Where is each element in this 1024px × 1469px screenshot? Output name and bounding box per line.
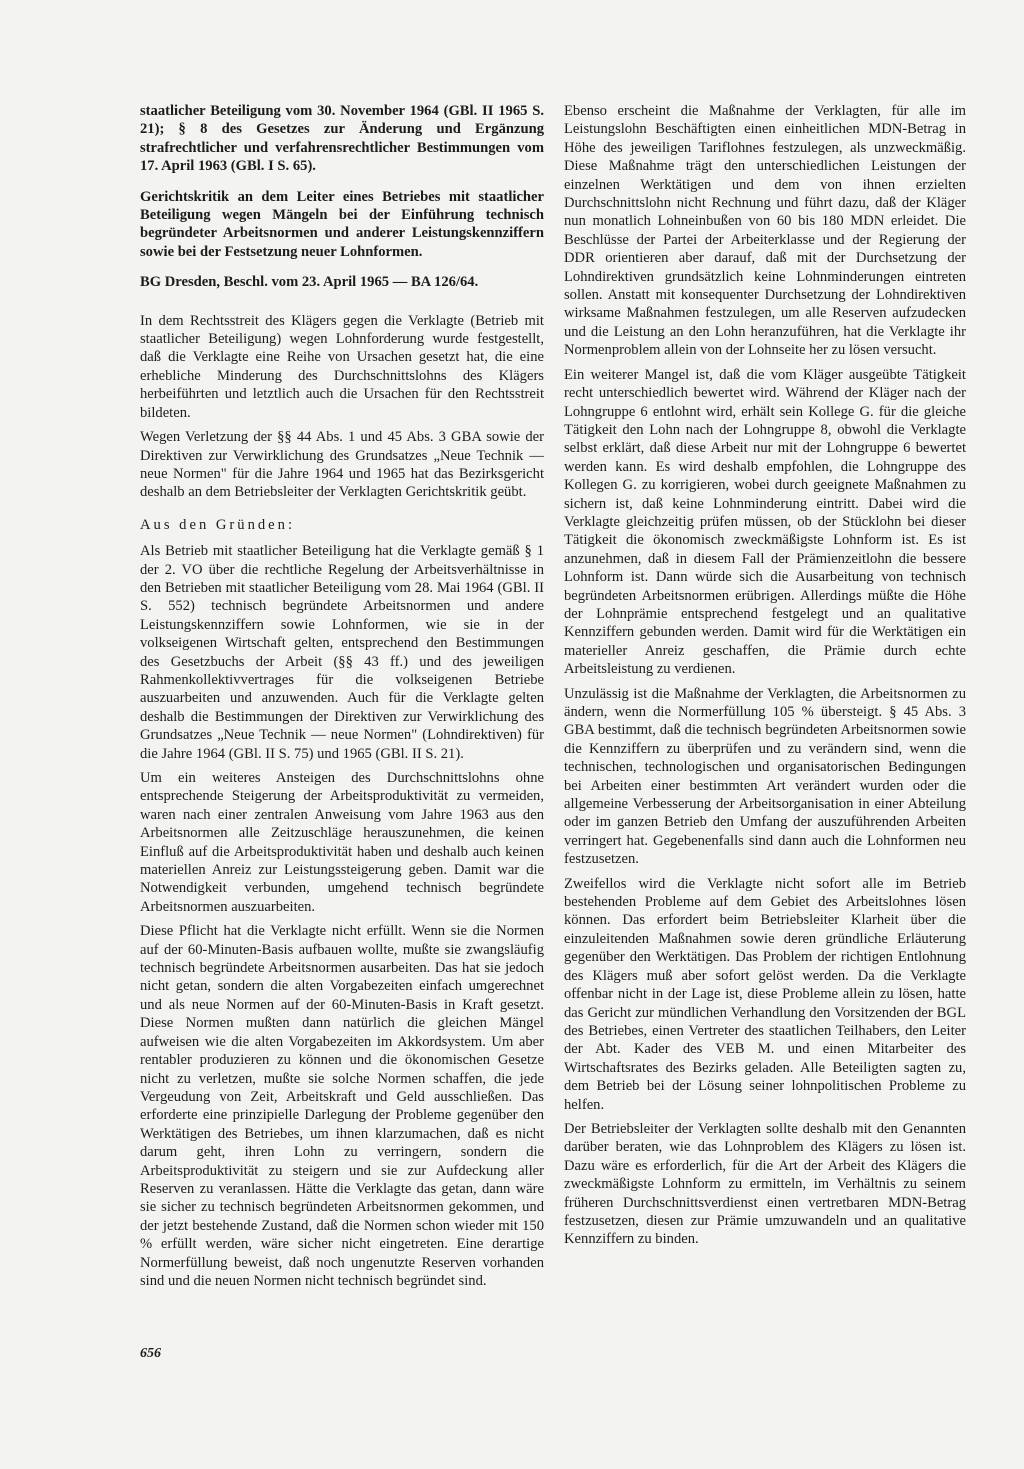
court-reference: BG Dresden, Beschl. vom 23. April 1965 — BA 126/64. xyxy=(140,274,479,291)
body-paragraph: Der Betriebsleiter der Verklagten sollte deshalb mit den Genannten darüber beraten, wie das Lohnproblem des Klägers zu lösen ist. Dazu wäre es erforderlich, für die Art der Arbeit des Klägers die zweckmäßigste Lohnform zu ermitteln, im Verhältnis zu seinem früheren Durchschnittsverdienst einen vertretbaren MDN-Betrag festzusetzen, diesen zur Prämie umzuwandeln und an qualitative Kennziffern zu binden. xyxy=(564,1120,966,1248)
left-column xyxy=(140,102,544,1296)
body-paragraph: Unzulässig ist die Maßnahme der Verklagten, die Arbeitsnormen zu ändern, wenn die Normerfüllung 105 % übersteigt. § 45 Abs. 3 GBA bestimmt, daß die technisch begründeten Arbeitsnormen sowie die Kennziffern zu überprüfen und zu verändern sind, wenn die technischen, technologischen und organisatorischen Bedingungen bei Arbeiten einer bestimmten Art verändert wurden oder die allgemeine Verbesserung der Arbeitsorganisation in einer Abteilung oder im ganzen Betrieb den Umfang der auszuführenden Arbeiten verringert hat. Gegebenenfalls sind dann auch die Lohnformen neu festzusetzen. xyxy=(564,685,966,868)
body-paragraph: Ein weiterer Mangel ist, daß die vom Kläger ausgeübte Tätigkeit recht unterschiedlich bewertet wird. Während der Kläger nach der Lohngruppe 6 entlohnt wird, erhält sein Kollege G. für die gleiche Tätigkeit den Lohn nach der Lohngruppe 8, obwohl die Verklagte selbst erklärt, daß diese Arbeit nur mit der Lohngruppe 6 bewertet werden kann. Es wird deshalb empfohlen, die Lohngruppe des Kollegen G. zu korrigieren, wobei durch geeignete Maßnahmen zu sichern ist, daß keine Lohnminderung eintritt. Dabei wird die Verklagte gleichzeitig prüfen müssen, ob der Stücklohn bei dieser Tätigkeit die ökonomisch zweckmäßigste Lohnform ist. Es ist anzunehmen, daß in diesem Fall der Prämienzeitlohn die bessere Lohnform ist. Dann würde sich die Ausarbeitung von technisch begründeten Arbeitsnormen erübrigen. Allerdings müßte die Höhe der Lohnprämie entsprechend festgelegt und an qualitative Kennziffern gebunden werden. Damit wird für die Werktätigen ein materieller Anreiz geschaffen, die Prämie durch echte Arbeitsleistung zu verdienen. xyxy=(564,366,966,678)
intro-paragraph: In dem Rechtsstreit des Klägers gegen die Verklagte (Betrieb mit staatlicher Beteiligung) wegen Lohnforderung wurde festgestellt, daß die Verklagte eine Reihe von Ursachen gesetzt hat, die eine erhebliche Minderung des Durchschnittslohns des Klägers herbeiführten und letztlich auch die Ursachen für den Rechtsstreit bildeten. xyxy=(140,312,544,421)
section-heading: Aus den Gründen: xyxy=(140,516,296,533)
body-paragraph: Ebenso erscheint die Maßnahme der Verklagten, für alle im Leistungslohn Beschäftigten einen einheitlichen MDN-Betrag in Höhe des jeweiligen Tariflohnes festzulegen, als unzweckmäßig. Diese Maßnahme trägt den unterschiedlichen Leistungen der einzelnen Werktätigen und dem von ihnen erzielten Durchschnittslohn nicht Rechnung und führt dazu, daß der Kläger nun monatlich Lohneinbußen von 60 bis 180 MDN erleidet. Die Beschlüsse der Partei der Arbeiterklasse und der Regierung der DDR orientieren aber darauf, daß mit der Durchsetzung der Lohndirektiven grundsätzlich keine Lohnminderungen eintreten sollen. Anstatt mit konsequenter Durchsetzung der Lohndirektiven wirksame Maßnahmen festzulegen, um alle Reserven aufzudecken und die Leistung an den Lohn heranzuführen, hat die Verklagte ihr Normenproblem allein von der Lohnseite her zu lösen versucht. xyxy=(564,103,966,359)
body-paragraph: Als Betrieb mit staatlicher Beteiligung hat die Verklagte gemäß § 1 der 2. VO über die rechtliche Regelung der Arbeitsverhältnisse in den Betrieben mit staatlicher Beteiligung vom 28. Mai 1964 (GBl. II S. 552) technisch begründete Arbeitsnormen und andere Leistungskennziffern sowie Lohnformen, wie sie in der volkseigenen Wirtschaft gelten, entsprechend den Bestimmungen des Gesetzbuchs der Arbeit (§§ 43 ff.) und des jeweiligen Rahmenkollektivvertrages für die volkseigenen Betriebe auszuarbeiten und anzuwenden. Auch für die Verklagte gelten deshalb die Bestimmungen der Direktiven zur Verwirklichung des Grundsatzes „Neue Technik — neue Normen" (Lohndirektiven) für die Jahre 1964 (GBl. II S. 75) und 1965 (GBl. II S. 21). xyxy=(140,543,544,762)
legal-citation: staatlicher Beteiligung vom 30. November 1964 (GBl. II 1965 S. 21); § 8 des Gesetzes zur Änderung und Ergänzung strafrechtlicher und verfahrensrechtlicher Bestimmungen vom 17. April 1963 (GBl. I S. 65). xyxy=(140,103,544,175)
headnote: Gerichtskritik an dem Leiter eines Betriebes mit staatlicher Beteiligung wegen Mängeln bei der Einführung technisch begründeter Arbeitsnormen und anderer Leistungskennziffern sowie bei der Festsetzung neuer Lohnformen. xyxy=(140,188,544,260)
body-paragraph: Um ein weiteres Ansteigen des Durchschnittslohns ohne entsprechende Steigerung der Arbeitsproduktivität zu vermeiden, waren nach einer zentralen Anweisung vom Jahre 1963 aus den Arbeitsnormen alle Zeitzuschläge herauszunehmen, die keinen Einfluß auf die Arbeitsproduktivität haben und deshalb auch keinen materiellen Anreiz zur Leistungssteigerung geben. Damit war die Notwendigkeit verbunden, umgehend technisch begründete Arbeitsnormen auszuarbeiten. xyxy=(140,770,544,915)
page-number: 656 xyxy=(140,1346,161,1361)
intro-paragraph: Wegen Verletzung der §§ 44 Abs. 1 und 45 Abs. 3 GBA sowie der Direktiven zur Verwirklichung des Grundsatzes „Neue Technik — neue Normen" für die Jahre 1964 und 1965 hat das Bezirksgericht deshalb an dem Betriebsleiter der Verklagten Gerichtskritik geübt. xyxy=(140,429,544,501)
body-paragraph: Diese Pflicht hat die Verklagte nicht erfüllt. Wenn sie die Normen auf der 60-Minuten-Basis aufbauen wollte, mußte sie zwangsläufig technisch begründete Arbeitsnormen ausarbeiten. Das hat sie jedoch nicht getan, sondern die alten Vorgabezeiten einfach umgerechnet und als neue Normen auf der 60-Minuten-Basis in Kraft gesetzt. Diese Normen mußten dann natürlich die gleichen Mängel aufweisen wie die alten Vorgabezeiten im Akkordsystem. Um aber rentabler produzieren zu können und die ökonomischen Gesetze nicht zu verletzen, mußte sie solche Normen schaffen, die jede Vergeudung von Zeit, Arbeitskraft und Geld ausschließen. Das erforderte eine prinzipielle Darlegung der Probleme gegenüber den Werktätigen des Betriebes, um ihnen klarzumachen, daß es nicht darum geht, ihren Lohn zu verringern, sondern die Arbeitsproduktivität zu steigern und sie zur Aufdeckung aller Reserven zu veranlassen. Hätte die Verklagte das getan, dann wäre sie sicher zu technisch begründeten Arbeitsnormen gekommen, und der jetzt bestehende Zustand, daß die Normen schon wieder mit 150 % erfüllt werden, wäre sicher nicht eingetreten. Eine derartige Normerfüllung beweist, daß noch ungenutzte Reserven vorhanden sind und die neuen Normen nicht technisch begründet sind. xyxy=(140,923,544,1289)
body-paragraph: Zweifellos wird die Verklagte nicht sofort alle im Betrieb bestehenden Probleme auf dem Gebiet des Arbeitslohnes lösen können. Das erfordert beim Betriebsleiter Klarheit über die einzuleitenden Maßnahmen sowie deren gründliche Erläuterung gegenüber den Werktätigen. Das Problem der richtigen Entlohnung des Klägers muß aber sofort gelöst werden. Da die Verklagte offenbar nicht in der Lage ist, diese Probleme allein zu lösen, hatte das Gericht zur mündlichen Verhandlung den Vorsitzenden der BGL des Betriebes, einen Vertreter des staatlichen Teilhabers, den Leiter der Abt. Kader des VEB M. und einen Mitarbeiter des Wirtschaftsrates des Bezirks geladen. Alle Beteiligten sagten zu, dem Betrieb bei der Lösung seiner lohnpolitischen Probleme zu helfen. xyxy=(564,875,966,1113)
right-column xyxy=(564,102,966,1255)
